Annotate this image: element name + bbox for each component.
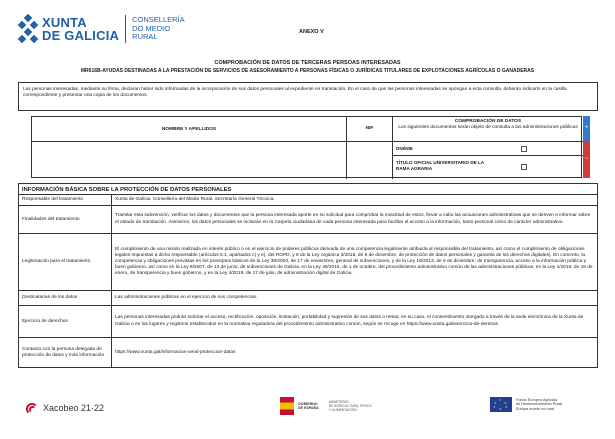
info-value: Tramitar esta subvención, verificar los datos y documentos que la persona interesada aporte en su solicitud para comprobar la exactitud de estos, llevar a cabo las actuaciones administrativas que se deriven e informar sobre el estado de tramitación. Asimismo, los datos personales se incluirán en la Carpeta ciudadana de cada persona interesada para facilitar el acceso a la información, tanto personal como de carácter administrativo.	[115, 213, 591, 225]
info-row-responsible	[19, 195, 597, 206]
spain-government-logo	[280, 397, 372, 415]
eu-flag-icon: ★ ★ ★ ★ ★ ★	[490, 397, 512, 412]
eu-line-3: Europa inviste no rural	[516, 406, 554, 411]
spain-shield-icon	[280, 397, 294, 415]
info-value: https://www.xunta.gal/informacion-xeral-proteccion-datos	[115, 349, 236, 355]
info-label: Contacto con la persona delegada de protección de datos y más información	[19, 338, 112, 368]
ministry-line-2: DE AGRICULTURA, PESCA	[328, 404, 372, 408]
page-footer	[18, 393, 598, 423]
check-description: Los siguientes documentos serán objeto de consulta a las administraciones públicas	[398, 125, 578, 130]
add-row-button[interactable]	[583, 116, 590, 141]
xacobeo-logo	[26, 401, 104, 415]
info-row-purposes	[19, 206, 597, 234]
check-title: COMPROBACIÓN DE DATOS	[454, 119, 522, 124]
col-header-nif: NIF	[347, 117, 393, 142]
info-label: Responsable del tratamiento	[19, 195, 112, 205]
gov-line-1: GOBIERNO	[298, 401, 318, 406]
annex-label: ANEXO V	[299, 29, 324, 35]
nif-input[interactable]	[347, 142, 393, 179]
minus-icon: −	[584, 156, 589, 162]
document-subtitle: MR616B-AYUDAS DESTINADAS A LA PRESTACIÓN DE SERVICIOS DE ASESORAMIENTO A PERSONAS FÍSICAS O JURÍDICAS TITULARES DE EXPLOTACIONES AGRÍCOLAS O GANADERAS	[80, 68, 535, 74]
third-persons-table	[31, 116, 582, 178]
data-protection-table	[18, 183, 598, 368]
remove-row-button[interactable]	[583, 141, 590, 178]
logo-divider	[125, 15, 126, 43]
doc-row-dni	[393, 142, 583, 156]
logo-line-1: XUNTA	[42, 15, 87, 30]
info-value: El cumplimiento de una misión realizada en interés público o en el ejercicio de poderes públicos derivada de una competencia legalmente atribuida al responsable del tratamiento, así como el cumplimiento de obligaciones legales impuestas a dicho responsable (artículos 6.1, apartados c) y e), del RGPD, y 8 de la Ley orgánica 3/2018, de 5 de diciembre, de protección de datos personales y garantía de los derechos digitales). En concreto, la competencia y obligaciones previstas en los preceptos básicos de la Ley 38/2003, de 17 de noviembre, general de subvenciones, y de la Ley 19/2013, de 9 de diciembre, de transparencia, acceso a la información pública y buen gobierno, así como en la Ley 9/2007, de 13 de junio, de subvenciones de Galicia, en la Ley 39/2015, de 1 de octubre, del procedimiento administrativo común de las administraciones públicas, en la Ley 1/2016, de 18 de enero, de transparencia y buen gobierno, y en la Ley 4/2019, de 17 de julio, de administración digital de Galicia.	[115, 246, 593, 277]
xunta-logo	[18, 14, 185, 44]
document-title: COMPROBACIÓN DE DATOS DE TERCERAS PERSOAS INTERESADAS	[214, 60, 401, 66]
xacobeo-text: Xacobeo 21·22	[43, 403, 105, 413]
data-protection-heading: INFORMACIÓN BÁSICA SOBRE LA PROTECCIÓN DE DATOS PERSONALES	[19, 184, 597, 195]
ministry-line-1: MINISTERIO	[328, 400, 349, 404]
col-header-check	[393, 117, 583, 142]
gov-line-2: DE ESPAÑA	[298, 406, 319, 410]
info-label: Legitimación para el tratamiento	[19, 234, 112, 290]
info-row-recipients	[19, 291, 597, 306]
oppose-dni-checkbox[interactable]	[521, 146, 527, 152]
col-header-name: NOMBRE Y APELLIDOS	[32, 117, 347, 142]
intro-text: Las personas interesadas, mediante su firma, declaran haber sido informadas de la incorporación de sus datos personales al expediente en tramitación. En el caso de que las personas interesadas se opongan a esta consulta, deberán indicarlo en la casilla correspondiente y presentar una copia de los documentos.	[18, 82, 598, 111]
doc-row-title	[393, 156, 583, 179]
page-header	[18, 14, 598, 54]
department-line-1: CONSELLERÍA	[132, 15, 185, 25]
plus-icon: +	[584, 125, 589, 131]
oppose-title-checkbox[interactable]	[521, 164, 527, 170]
info-label: Destinatarias de los datos	[19, 291, 112, 305]
department-line-3: RURAL	[132, 32, 158, 42]
eu-line-2: de Desenvolvemento Rural	[516, 402, 562, 407]
info-value: Las administraciones públicas en el ejercicio de sus competencias.	[115, 294, 258, 300]
xunta-emblem-icon	[18, 14, 38, 44]
info-value: Las personas interesadas podrán solicitar el acceso, rectificación, oposición, limitación, portabilidad y supresión de sus datos o retirar, en su caso, el consentimiento otorgado a través de la sede electrónica de la Xunta de Galicia o en los lugares y registros establecidos en la normativa reguladora del procedimiento administrativo común, según se recoge en https://www.xunta.gal/exercicio-de-dereitos	[115, 315, 584, 327]
info-row-contact	[19, 338, 597, 368]
eu-line-1: Fondo Europeo Agrícola	[516, 397, 557, 402]
doc-label-title: TÍTULO OFICIAL UNIVERSITARIO DE LA RAMA AGRARIA	[396, 160, 484, 171]
xacobeo-shell-icon	[26, 401, 40, 415]
logo-line-2: DE GALICIA	[42, 28, 120, 43]
info-row-legitimation	[19, 234, 597, 291]
info-label: Ejercicio de derechos	[19, 306, 112, 337]
doc-label-dni: DNI/NIE	[396, 146, 413, 151]
info-row-rights	[19, 306, 597, 338]
info-value: Xunta de Galicia. Consellería del Medio Rural. Secretaría General Técnica.	[115, 196, 275, 202]
eu-fund-logo	[490, 397, 562, 412]
department-line-2: DO MEDIO	[132, 23, 171, 33]
info-label: Finalidades del tratamiento	[19, 206, 112, 233]
name-input[interactable]	[32, 142, 347, 179]
ministry-line-3: Y ALIMENTACIÓN	[328, 408, 357, 412]
